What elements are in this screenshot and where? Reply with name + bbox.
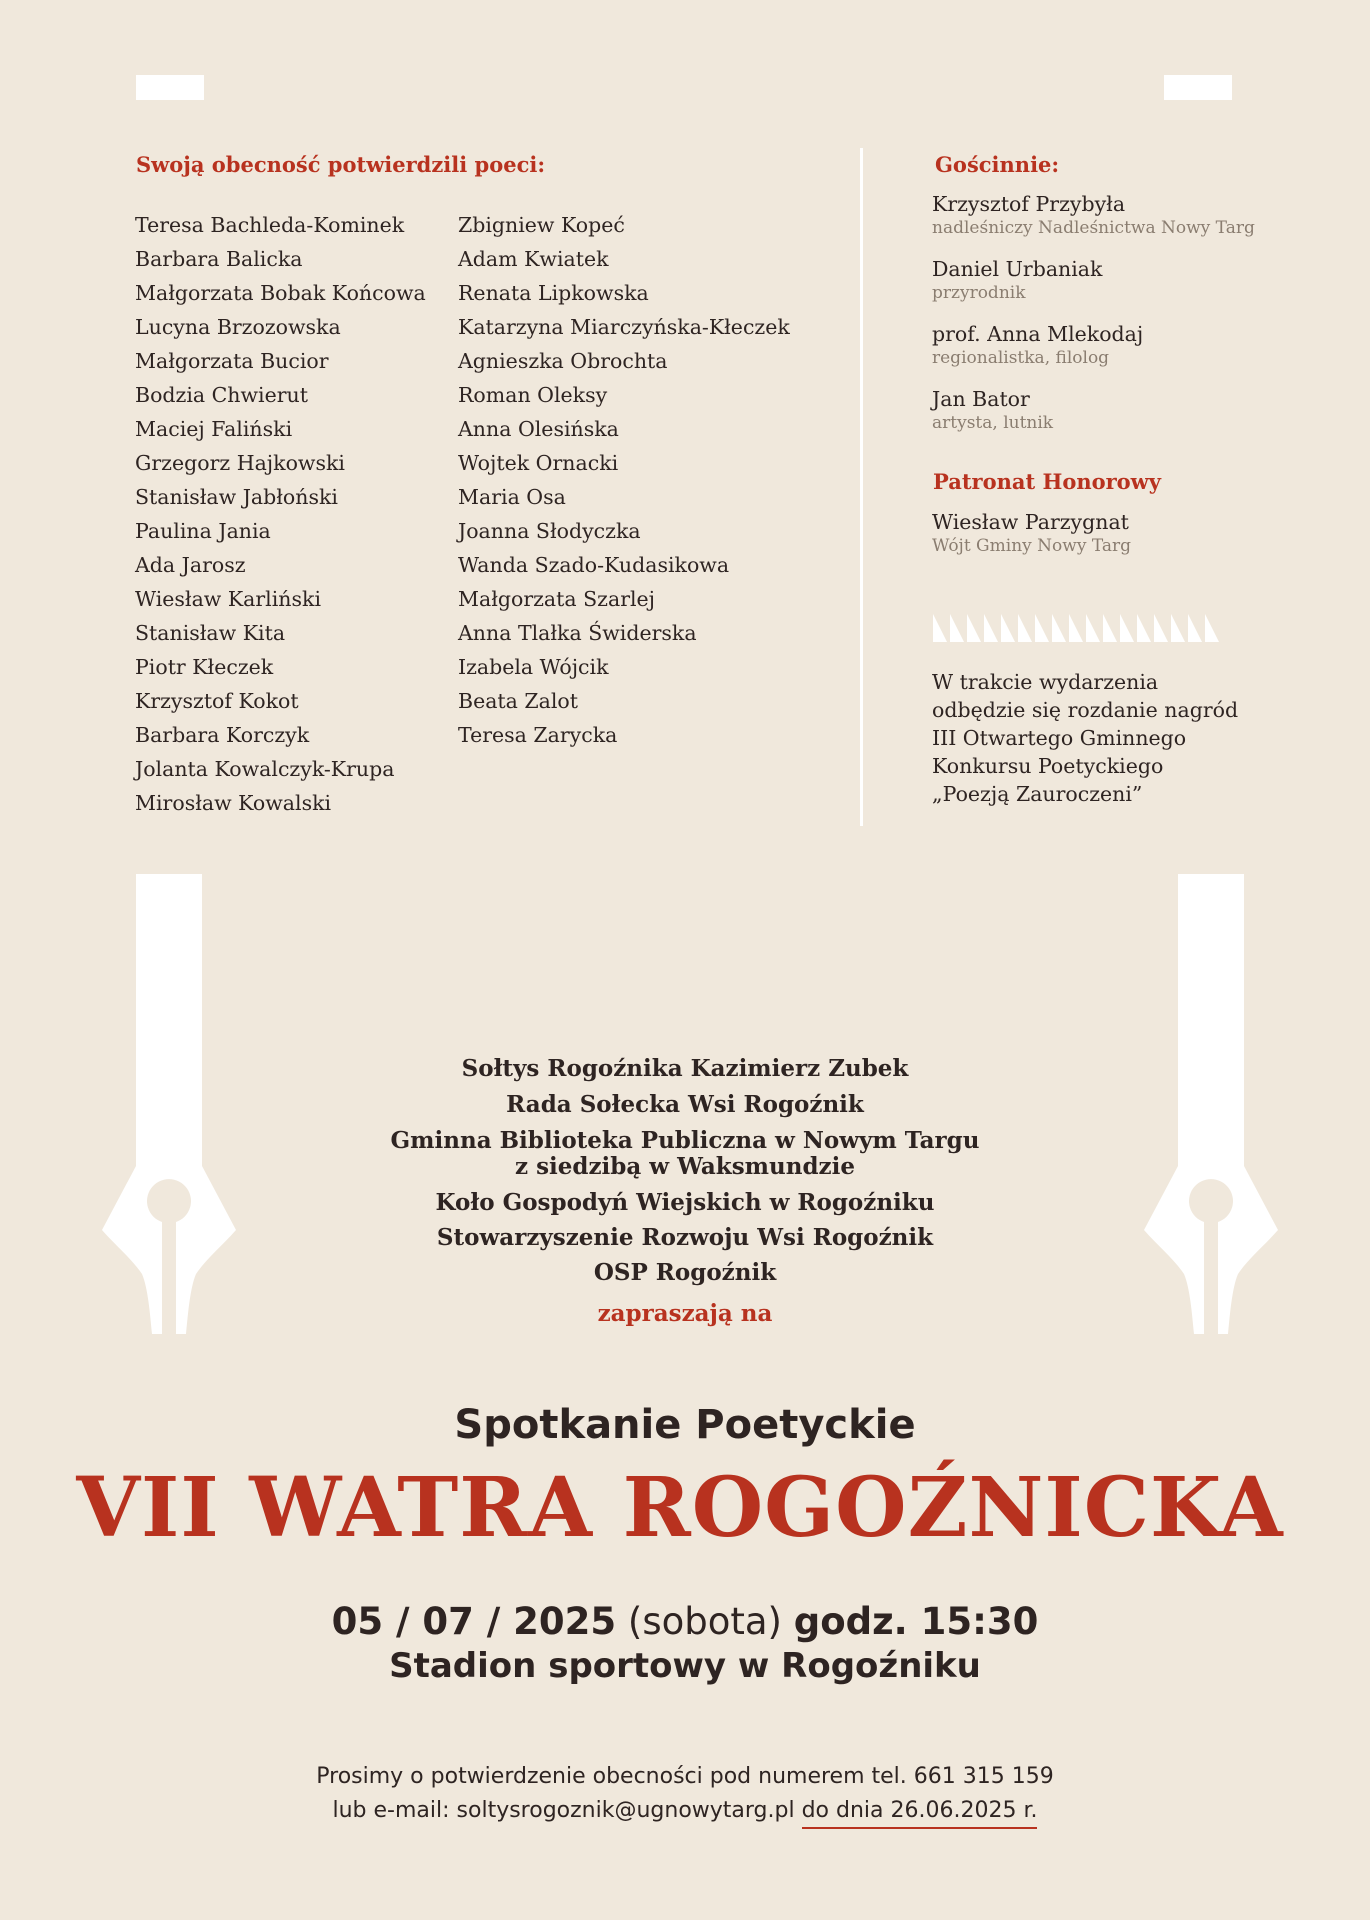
poet-name: Agnieszka Obrochta <box>458 349 668 373</box>
poet-name: Beata Zalot <box>458 689 578 713</box>
poets-column-1 <box>135 208 426 820</box>
poet-name: Ada Jarosz <box>135 553 246 577</box>
award-line: odbędzie się rozdanie nagród <box>932 698 1239 722</box>
poet-name: Izabela Wójcik <box>458 655 609 679</box>
poet-name: Paulina Jania <box>135 519 271 543</box>
organizer: OSP Rogoźnik <box>593 1259 777 1286</box>
poet-name: Adam Kwiatek <box>458 247 609 271</box>
guest-name: Jan Bator <box>932 387 1030 411</box>
guest-item <box>932 321 1255 369</box>
poet-name: Maciej Faliński <box>135 417 293 441</box>
poet-name: Małgorzata Bobak Końcowa <box>135 281 426 305</box>
poet-name: Grzegorz Hajkowski <box>135 451 345 475</box>
poet-name: Mirosław Kowalski <box>135 791 332 815</box>
guest-name: prof. Anna Mlekodaj <box>932 322 1144 346</box>
poet-name: Barbara Balicka <box>135 247 303 271</box>
poet-name: Bodzia Chwierut <box>135 383 308 407</box>
poet-name: Anna Olesińska <box>458 417 619 441</box>
guests-list <box>932 191 1255 451</box>
invite-text: zapraszają na <box>597 1300 773 1327</box>
rsvp-deadline: do dnia 26.06.2025 r. <box>802 1798 1038 1829</box>
guest-item <box>932 191 1255 239</box>
award-line: Konkursu Poetyckiego <box>932 754 1164 778</box>
poets-column-2 <box>458 208 790 752</box>
organizer: Sołtys Rogoźnika Kazimierz Zubek <box>461 1055 909 1082</box>
poet-name: Małgorzata Bucior <box>135 349 329 373</box>
poet-name: Stanisław Kita <box>135 621 286 645</box>
event-venue: Stadion sportowy w Rogoźniku <box>389 1646 981 1686</box>
poet-name: Jolanta Kowalczyk-Krupa <box>135 757 395 781</box>
poet-name: Krzysztof Kokot <box>135 689 299 713</box>
poet-name: Roman Oleksy <box>458 383 608 407</box>
poet-name: Teresa Zarycka <box>458 723 618 747</box>
organizer: Rada Sołecka Wsi Rogoźnik <box>506 1091 864 1118</box>
award-line: „Poezją Zauroczeni” <box>932 782 1143 806</box>
guest-name: Krzysztof Przybyła <box>932 192 1126 216</box>
organizer: Stowarzyszenie Rozwoju Wsi Rogoźnik <box>436 1224 934 1251</box>
patron-role: Wójt Gminy Nowy Targ <box>932 536 1131 556</box>
contact-email-line <box>0 1794 1370 1828</box>
event-weekday: (sobota) <box>627 1600 782 1643</box>
poet-name: Wiesław Karliński <box>135 587 322 611</box>
award-line: III Otwartego Gminnego <box>932 726 1187 750</box>
guest-role: regionalistka, filolog <box>932 348 1110 368</box>
patronage-heading: Patronat Honorowy <box>933 469 1161 494</box>
organizer: z siedzibą w Waksmundzie <box>515 1153 855 1180</box>
event-date-line <box>0 1600 1370 1643</box>
poet-name: Małgorzata Szarlej <box>458 587 656 611</box>
organizer: Gminna Biblioteka Publiczna w Nowym Targu <box>390 1127 980 1154</box>
poet-name: Piotr Kłeczek <box>135 655 274 679</box>
poet-name: Renata Lipkowska <box>458 281 649 305</box>
patronage-block <box>932 509 1131 557</box>
guest-role: artysta, lutnik <box>932 413 1054 433</box>
poet-name: Teresa Bachleda-Kominek <box>135 213 405 237</box>
contact-phone-line: Prosimy o potwierdzenie obecności pod numerem tel. 661 315 159 <box>316 1764 1054 1789</box>
poet-name: Wojtek Ornacki <box>458 451 619 475</box>
poet-name: Katarzyna Miarczyńska-Kłeczek <box>458 315 790 339</box>
guest-role: nadleśniczy Nadleśnictwa Nowy Targ <box>932 218 1255 238</box>
poet-name: Joanna Słodyczka <box>458 519 641 543</box>
poet-name: Zbigniew Kopeć <box>458 213 625 237</box>
sawtooth-icon <box>933 614 1219 642</box>
patron-name: Wiesław Parzygnat <box>932 510 1129 534</box>
poet-name: Barbara Korczyk <box>135 723 310 747</box>
event-title: VII WATRA ROGOŹNICKA <box>76 1460 1284 1556</box>
poet-name: Anna Tlałka Świderska <box>458 621 697 645</box>
guest-item <box>932 256 1255 304</box>
contact-email: lub e-mail: soltysrogoznik@ugnowytarg.pl <box>332 1798 795 1823</box>
contact-block <box>0 1760 1370 1828</box>
organizer: Koło Gospodyń Wiejskich w Rogoźniku <box>435 1189 935 1216</box>
column-divider <box>860 148 863 826</box>
guest-name: Daniel Urbaniak <box>932 257 1103 281</box>
poet-name: Maria Osa <box>458 485 566 509</box>
top-left-tab-decoration <box>136 75 204 100</box>
guest-item <box>932 386 1255 434</box>
guests-heading: Gościnnie: <box>935 152 1060 177</box>
event-subtitle: Spotkanie Poetyckie <box>454 1402 916 1448</box>
guest-role: przyrodnik <box>932 283 1026 303</box>
sawtooth-decoration <box>933 614 1219 642</box>
poet-name: Lucyna Brzozowska <box>135 315 341 339</box>
organizers-block <box>0 1056 1370 1327</box>
poet-name: Wanda Szado-Kudasikowa <box>458 553 730 577</box>
event-date: 05 / 07 / 2025 <box>331 1600 617 1643</box>
top-right-tab-decoration <box>1164 75 1232 100</box>
award-line: W trakcie wydarzenia <box>932 670 1159 694</box>
poets-heading: Swoją obecność potwierdzili poeci: <box>136 152 546 177</box>
poet-name: Stanisław Jabłoński <box>135 485 338 509</box>
event-time: godz. 15:30 <box>793 1600 1039 1643</box>
award-note <box>932 668 1238 808</box>
